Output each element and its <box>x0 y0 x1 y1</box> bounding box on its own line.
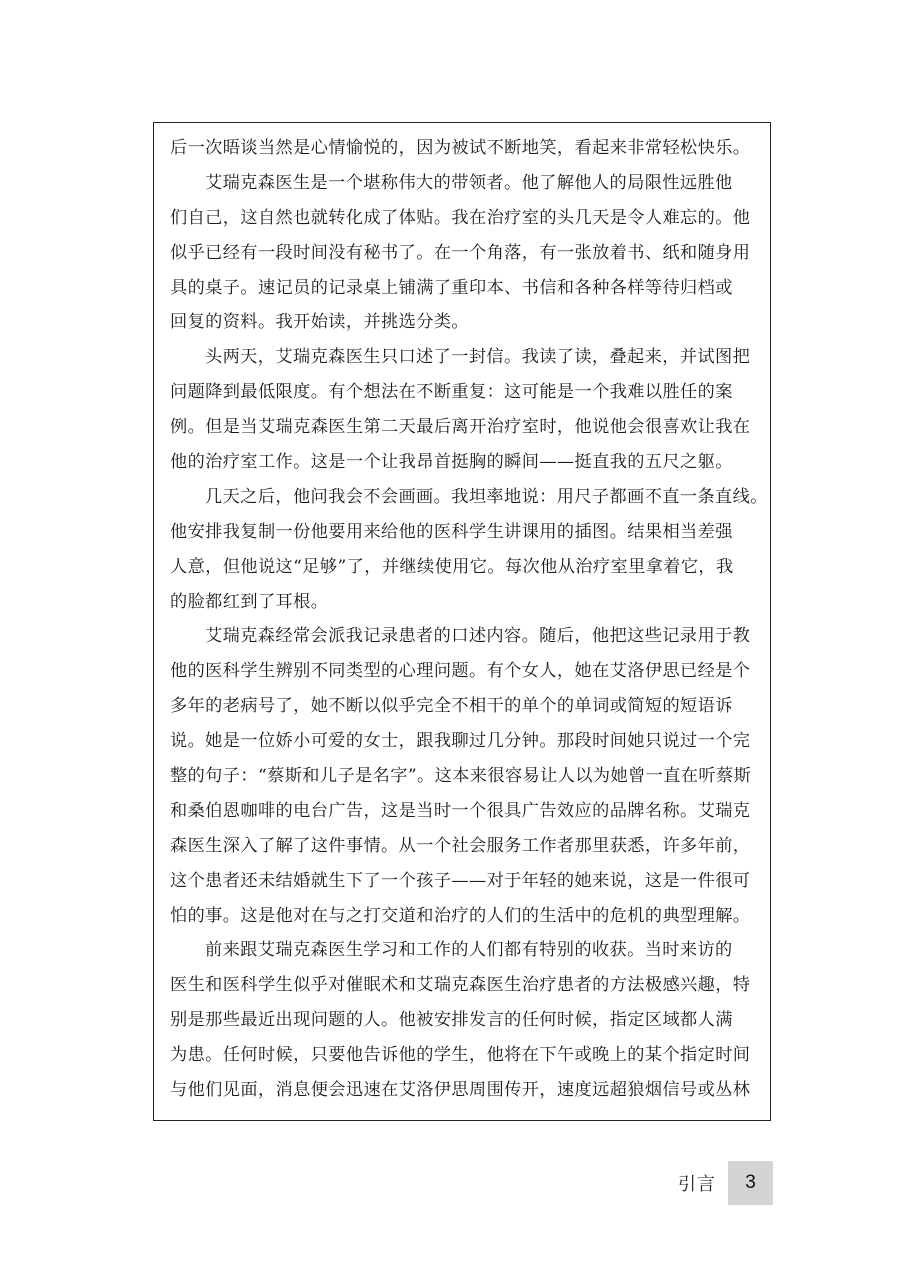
text-line: 怕的事。这是他对在与之打交道和治疗的人们的生活中的危机的典型理解。 <box>170 905 751 926</box>
text-line: 别是那些最近出现问题的人。他被安排发言的任何时候，指定区域都人满 <box>170 1010 733 1031</box>
text-line: 似乎已经有一段时间没有秘书了。在一个角落，有一张放着书、纸和随身用 <box>170 242 751 263</box>
text-line: 多年的老病号了，她不断以似乎完全不相干的单个的单词或简短的短语诉 <box>170 696 733 717</box>
text-line: 他的医科学生辨别不同类型的心理问题。有个女人，她在艾洛伊思已经是个 <box>170 661 751 682</box>
text-line: 的脸都红到了耳根。 <box>170 591 329 612</box>
text-line: 和桑伯恩咖啡的电台广告，这是当时一个很具广告效应的品牌名称。艾瑞克 <box>170 800 751 821</box>
text-line: 例。但是当艾瑞克森医生第二天最后离开治疗室时，他说他会很喜欢让我在 <box>170 417 751 438</box>
text-line: 这个患者还未结婚就生下了一个孩子——对于年轻的她来说，这是一件很可 <box>170 870 751 891</box>
text-line: 问题降到最低限度。有个想法在不断重复：这可能是一个我难以胜任的案 <box>170 382 733 403</box>
text-line: 森医生深入了解了这件事情。从一个社会服务工作者那里获悉，许多年前， <box>170 835 751 856</box>
text-line: 具的桌子。速记员的记录桌上铺满了重印本、书信和各种各样等待归档或 <box>170 277 733 298</box>
paragraph-first-line: 艾瑞克森医生是一个堪称伟大的带领者。他了解他人的局限性远胜他 <box>205 172 733 193</box>
paragraph-first-line: 前来跟艾瑞克森医生学习和工作的人们都有特别的收获。当时来访的 <box>205 940 733 961</box>
text-line: 后一次晤谈当然是心情愉悦的，因为被试不断地笑，看起来非常轻松快乐。 <box>170 138 751 158</box>
paragraph-first-line: 几天之后，他问我会不会画画。我坦率地说：用尺子都画不直一条直线。 <box>205 486 768 507</box>
text-frame <box>153 122 771 1121</box>
running-footer-title: 引言 <box>678 1174 716 1195</box>
text-line: 他的治疗室工作。这是一个让我昂首挺胸的瞬间——挺直我的五尺之躯。 <box>170 452 733 473</box>
text-line: 他安排我复制一份他要用来给他的医科学生讲课用的插图。结果相当差强 <box>170 521 733 542</box>
paragraph-first-line: 头两天，艾瑞克森医生只口述了一封信。我读了读，叠起来，并试图把 <box>205 347 751 368</box>
text-line: 人意，但他说这“足够”了，并继续使用它。每次他从治疗室里拿着它，我 <box>170 556 734 577</box>
text-line: 为患。任何时候，只要他告诉他的学生，他将在下午或晚上的某个指定时间 <box>170 1045 751 1066</box>
text-line: 与他们见面，消息便会迅速在艾洛伊思周围传开，速度远超狼烟信号或丛林 <box>170 1080 751 1101</box>
page-number: 3 <box>728 1161 773 1205</box>
paragraph-first-line: 艾瑞克森经常会派我记录患者的口述内容。随后，他把这些记录用于教 <box>205 626 751 647</box>
page-footer <box>678 1161 773 1205</box>
text-line: 说。她是一位娇小可爱的女士，跟我聊过几分钟。那段时间她只说过一个完 <box>170 731 751 752</box>
text-line: 们自己，这自然也就转化成了体贴。我在治疗室的头几天是令人难忘的。他 <box>170 207 751 228</box>
text-line: 整的句子：“蔡斯和儿子是名字”。这本来很容易让人以为她曾一直在听蔡斯 <box>170 766 752 787</box>
text-line: 回复的资料。我开始读，并挑选分类。 <box>170 312 469 333</box>
text-line: 医生和医科学生似乎对催眠术和艾瑞克森医生治疗患者的方法极感兴趣，特 <box>170 975 751 996</box>
